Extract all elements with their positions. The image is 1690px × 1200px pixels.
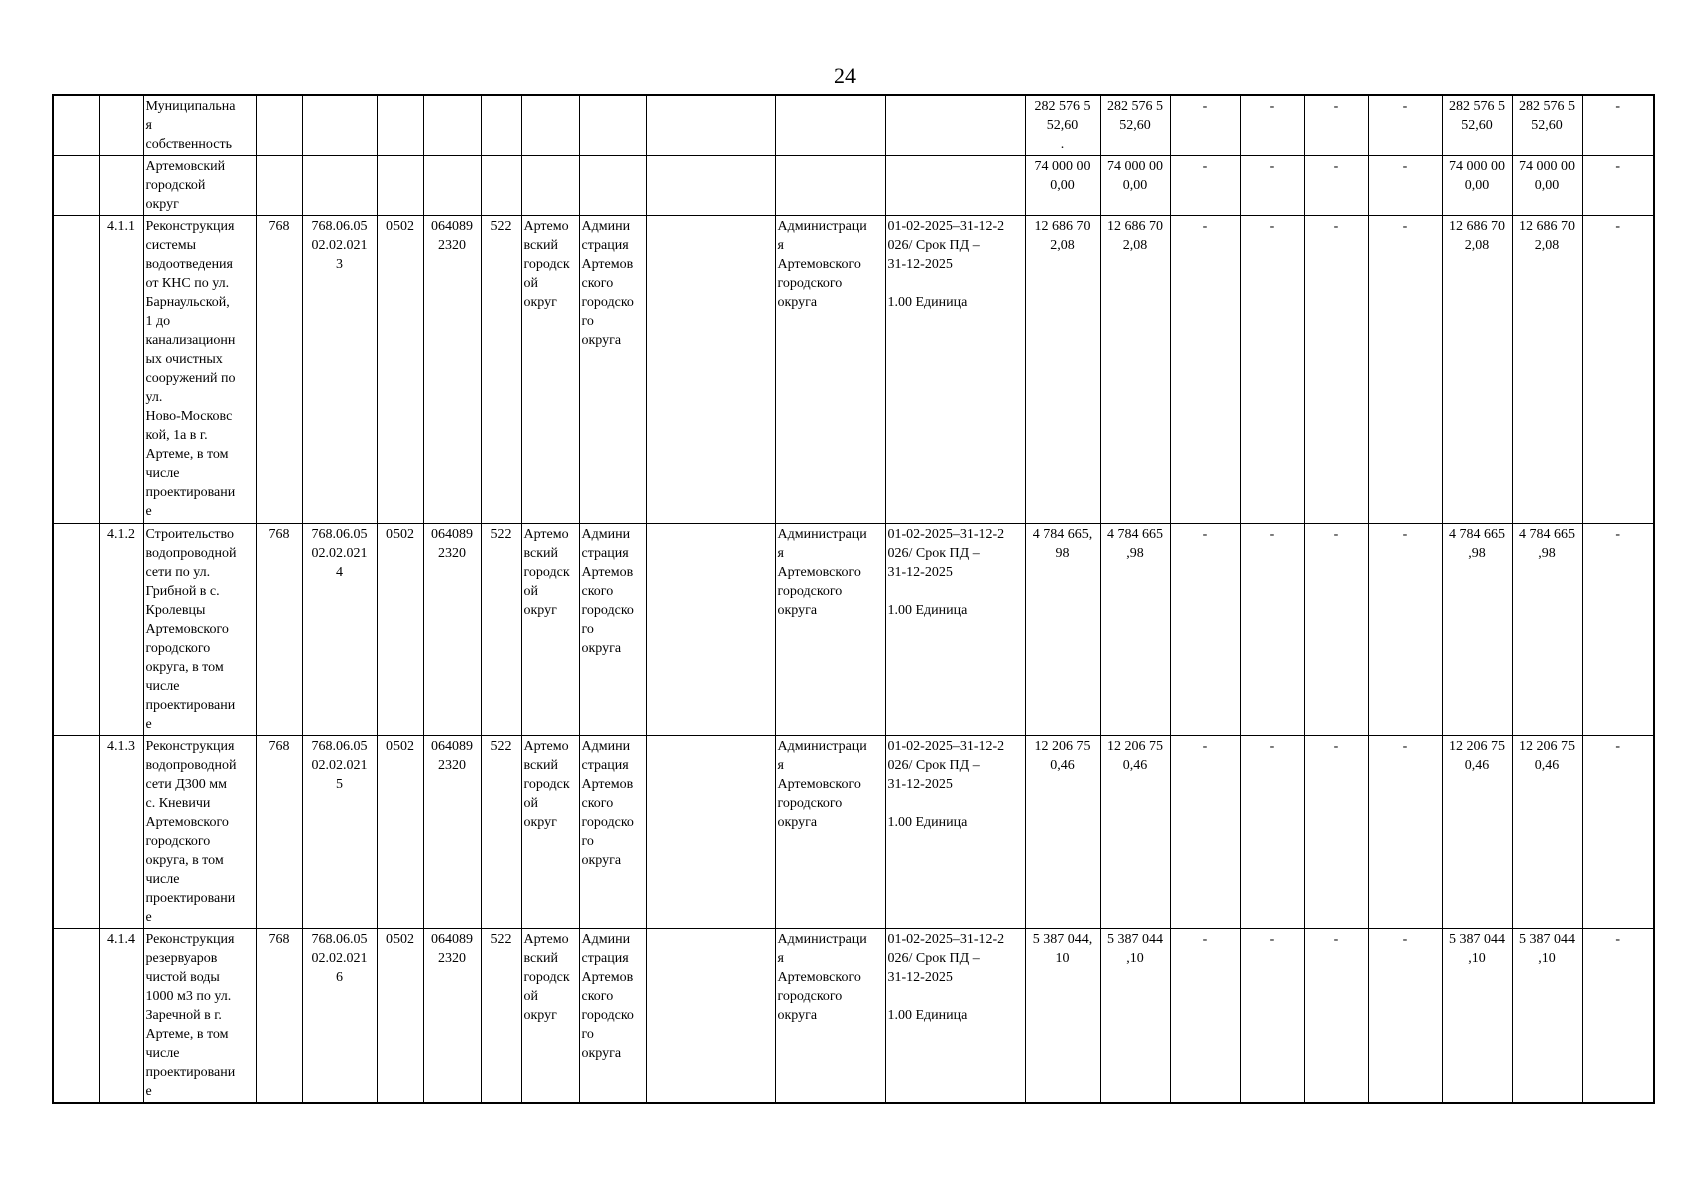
empty-cell xyxy=(99,95,143,156)
empty-cell xyxy=(53,929,99,1104)
empty-cell xyxy=(377,156,423,216)
dash-cell: - xyxy=(1240,524,1304,736)
plan-cell: 12 686 70 2,08 xyxy=(1442,216,1512,524)
row-name: Артемовский городской округ xyxy=(143,156,256,216)
rzpr-cell: 0502 xyxy=(377,736,423,929)
plan-cell: 5 387 044 ,10 xyxy=(1512,929,1582,1104)
rzpr-cell: 0502 xyxy=(377,216,423,524)
customer-cell: Админи страция Артемов ского городско го округа xyxy=(579,216,646,524)
dash-cell: - xyxy=(1170,524,1240,736)
plan-cell: 12 206 75 0,46 xyxy=(1512,736,1582,929)
total-cell: 12 686 70 2,08 xyxy=(1025,216,1100,524)
year-cell: 12 686 70 2,08 xyxy=(1100,216,1170,524)
empty-cell xyxy=(646,929,775,1104)
empty-cell xyxy=(53,156,99,216)
dash-cell: - xyxy=(1582,216,1654,524)
empty-cell xyxy=(256,95,302,156)
budget-table xyxy=(52,94,1655,1104)
dash-cell: - xyxy=(1304,216,1368,524)
empty-cell xyxy=(775,95,885,156)
year-cell: 282 576 5 52,60 xyxy=(1100,95,1170,156)
empty-cell xyxy=(579,95,646,156)
dash-cell: - xyxy=(1170,736,1240,929)
customer-cell: Админи страция Артемов ского городско го округа xyxy=(579,736,646,929)
dash-cell: - xyxy=(1240,95,1304,156)
plan-cell: 74 000 00 0,00 xyxy=(1442,156,1512,216)
empty-cell xyxy=(646,95,775,156)
rzpr-cell: 0502 xyxy=(377,524,423,736)
vr-cell: 522 xyxy=(481,929,521,1104)
dash-cell: - xyxy=(1240,216,1304,524)
vr-cell: 522 xyxy=(481,216,521,524)
vr-cell: 522 xyxy=(481,524,521,736)
dash-cell: - xyxy=(1368,95,1442,156)
empty-cell xyxy=(646,216,775,524)
dash-cell: - xyxy=(1240,156,1304,216)
plan-cell: 12 206 75 0,46 xyxy=(1442,736,1512,929)
code-cell: 768.06.05 02.02.021 5 xyxy=(302,736,377,929)
grbs-cell: 768 xyxy=(256,524,302,736)
dash-cell: - xyxy=(1368,216,1442,524)
plan-cell: 4 784 665 ,98 xyxy=(1442,524,1512,736)
row-name: Реконструкция водопроводной сети Д300 мм с. Кневичи Артемовского городского округа, в том числе проектировани е xyxy=(143,736,256,929)
plan-cell: 282 576 5 52,60 xyxy=(1512,95,1582,156)
dash-cell: - xyxy=(1368,736,1442,929)
municipality-cell: Артемо вский городск ой округ xyxy=(521,929,579,1104)
page-number: 24 xyxy=(834,63,856,88)
dash-cell: - xyxy=(1368,929,1442,1104)
row-name: Реконструкция системы водоотведения от КНС по ул. Барнаульской, 1 до канализационн ых очистных сооружений по ул. Ново-Московс кой, 1а в г. Артеме, в том числе проектировани е xyxy=(143,216,256,524)
total-cell: 12 206 75 0,46 xyxy=(1025,736,1100,929)
dash-cell: - xyxy=(1582,736,1654,929)
empty-cell xyxy=(885,156,1025,216)
row-name: Строительство водопроводной сети по ул. Грибной в с. Кролевцы Артемовского городского округа, в том числе проектировани е xyxy=(143,524,256,736)
dash-cell: - xyxy=(1240,736,1304,929)
executor-cell: Администраци я Артемовского городского округа xyxy=(775,524,885,736)
total-cell: 282 576 5 52,60 . xyxy=(1025,95,1100,156)
row-number: 4.1.1 xyxy=(99,216,143,524)
dash-cell: - xyxy=(1240,929,1304,1104)
empty-cell xyxy=(53,95,99,156)
executor-cell: Администраци я Артемовского городского округа xyxy=(775,929,885,1104)
csr-cell: 064089 2320 xyxy=(423,216,481,524)
rzpr-cell: 0502 xyxy=(377,929,423,1104)
dash-cell: - xyxy=(1582,156,1654,216)
dash-cell: - xyxy=(1304,95,1368,156)
plan-cell: 282 576 5 52,60 xyxy=(1442,95,1512,156)
empty-cell xyxy=(53,524,99,736)
dash-cell: - xyxy=(1582,524,1654,736)
dash-cell: - xyxy=(1582,929,1654,1104)
municipality-cell: Артемо вский городск ой округ xyxy=(521,216,579,524)
grbs-cell: 768 xyxy=(256,216,302,524)
row-name: Муниципальна я собственность xyxy=(143,95,256,156)
code-cell: 768.06.05 02.02.021 4 xyxy=(302,524,377,736)
customer-cell: Админи страция Артемов ского городско го округа xyxy=(579,524,646,736)
grbs-cell: 768 xyxy=(256,736,302,929)
municipality-cell: Артемо вский городск ой округ xyxy=(521,736,579,929)
period-cell: 01-02-2025–31-12-2 026/ Срок ПД – 31-12-2025 1.00 Единица xyxy=(885,929,1025,1104)
table-row xyxy=(53,736,1654,929)
row-number: 4.1.4 xyxy=(99,929,143,1104)
customer-cell: Админи страция Артемов ского городско го округа xyxy=(579,929,646,1104)
csr-cell: 064089 2320 xyxy=(423,524,481,736)
empty-cell xyxy=(53,216,99,524)
empty-cell xyxy=(423,156,481,216)
total-cell: 74 000 00 0,00 xyxy=(1025,156,1100,216)
dash-cell: - xyxy=(1304,524,1368,736)
empty-cell xyxy=(53,736,99,929)
dash-cell: - xyxy=(1304,156,1368,216)
dash-cell: - xyxy=(1304,736,1368,929)
row-name: Реконструкция резервуаров чистой воды 1000 м3 по ул. Заречной в г. Артеме, в том числе проектировани е xyxy=(143,929,256,1104)
code-cell: 768.06.05 02.02.021 6 xyxy=(302,929,377,1104)
empty-cell xyxy=(256,156,302,216)
empty-cell xyxy=(579,156,646,216)
total-cell: 4 784 665, 98 xyxy=(1025,524,1100,736)
dash-cell: - xyxy=(1582,95,1654,156)
period-cell: 01-02-2025–31-12-2 026/ Срок ПД – 31-12-2025 1.00 Единица xyxy=(885,736,1025,929)
table-row xyxy=(53,216,1654,524)
csr-cell: 064089 2320 xyxy=(423,736,481,929)
total-cell: 5 387 044, 10 xyxy=(1025,929,1100,1104)
empty-cell xyxy=(481,95,521,156)
table-row xyxy=(53,156,1654,216)
dash-cell: - xyxy=(1170,156,1240,216)
year-cell: 74 000 00 0,00 xyxy=(1100,156,1170,216)
code-cell: 768.06.05 02.02.021 3 xyxy=(302,216,377,524)
table-row xyxy=(53,929,1654,1104)
dash-cell: - xyxy=(1304,929,1368,1104)
empty-cell xyxy=(646,524,775,736)
vr-cell: 522 xyxy=(481,736,521,929)
period-cell: 01-02-2025–31-12-2 026/ Срок ПД – 31-12-2025 1.00 Единица xyxy=(885,524,1025,736)
empty-cell xyxy=(646,156,775,216)
year-cell: 12 206 75 0,46 xyxy=(1100,736,1170,929)
dash-cell: - xyxy=(1170,216,1240,524)
empty-cell xyxy=(423,95,481,156)
plan-cell: 12 686 70 2,08 xyxy=(1512,216,1582,524)
municipality-cell: Артемо вский городск ой округ xyxy=(521,524,579,736)
empty-cell xyxy=(775,156,885,216)
plan-cell: 5 387 044 ,10 xyxy=(1442,929,1512,1104)
executor-cell: Администраци я Артемовского городского округа xyxy=(775,216,885,524)
row-number: 4.1.2 xyxy=(99,524,143,736)
csr-cell: 064089 2320 xyxy=(423,929,481,1104)
dash-cell: - xyxy=(1170,929,1240,1104)
period-cell: 01-02-2025–31-12-2 026/ Срок ПД – 31-12-2025 1.00 Единица xyxy=(885,216,1025,524)
empty-cell xyxy=(885,95,1025,156)
empty-cell xyxy=(302,95,377,156)
empty-cell xyxy=(521,156,579,216)
executor-cell: Администраци я Артемовского городского округа xyxy=(775,736,885,929)
table-row xyxy=(53,524,1654,736)
dash-cell: - xyxy=(1170,95,1240,156)
dash-cell: - xyxy=(1368,524,1442,736)
empty-cell xyxy=(646,736,775,929)
table-row xyxy=(53,95,1654,156)
empty-cell xyxy=(302,156,377,216)
dash-cell: - xyxy=(1368,156,1442,216)
empty-cell xyxy=(99,156,143,216)
row-number: 4.1.3 xyxy=(99,736,143,929)
empty-cell xyxy=(481,156,521,216)
plan-cell: 74 000 00 0,00 xyxy=(1512,156,1582,216)
empty-cell xyxy=(521,95,579,156)
plan-cell: 4 784 665 ,98 xyxy=(1512,524,1582,736)
year-cell: 4 784 665 ,98 xyxy=(1100,524,1170,736)
grbs-cell: 768 xyxy=(256,929,302,1104)
empty-cell xyxy=(377,95,423,156)
year-cell: 5 387 044 ,10 xyxy=(1100,929,1170,1104)
